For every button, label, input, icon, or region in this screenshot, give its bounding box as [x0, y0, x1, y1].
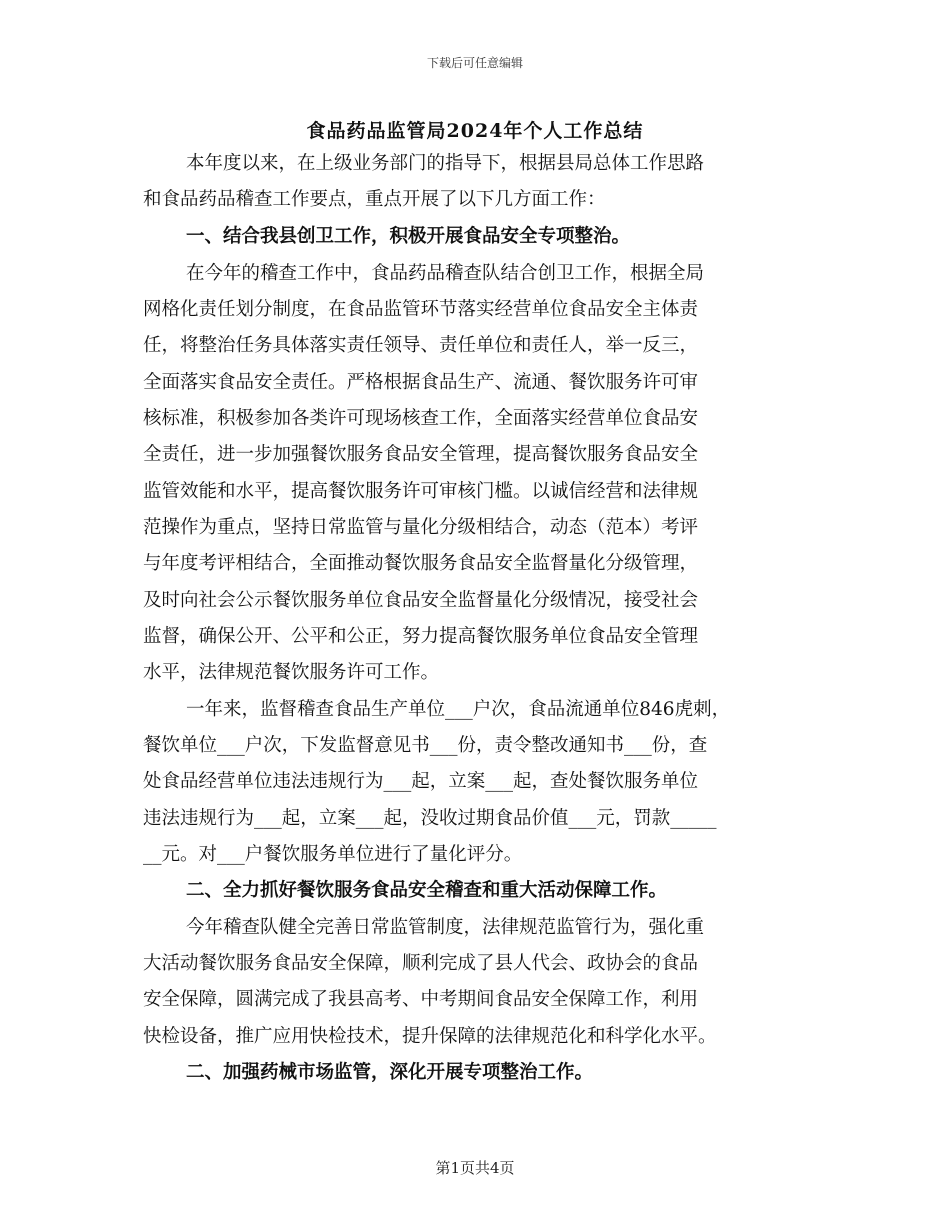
section-heading: 二、全力抓好餐饮服务食品安全稽查和重大活动保障工作。: [186, 880, 668, 901]
paragraph-line: 餐饮单位___户次，下发监督意见书___份，责令整改通知书___份，查: [143, 735, 708, 756]
paragraph-line: 全责任，进一步加强餐饮服务食品安全管理，提高餐饮服务食品安全: [143, 444, 699, 465]
paragraph-line: 监督，确保公开、公平和公正，努力提高餐饮服务单位食品安全管理: [143, 626, 699, 647]
paragraph-line: 范操作为重点，坚持日常监管与量化分级相结合，动态（范本）考评: [143, 517, 699, 538]
paragraph-line: 任，将整治任务具体落实责任领导、责任单位和责任人，举一反三，: [143, 335, 699, 356]
page-number-footer: 第1页共4页: [435, 1159, 515, 1177]
paragraph-line: 大活动餐饮服务食品安全保障，顺利完成了县人代会、政协会的食品: [143, 953, 699, 974]
section-heading: 一、结合我县创卫工作，积极开展食品安全专项整治。: [186, 226, 631, 247]
paragraph-line: 处食品经营单位违法违规行为___起，立案___起，查处餐饮服务单位: [143, 771, 699, 792]
paragraph-line: 违法违规行为___起，立案___起，没收过期食品价值___元，罚款_____: [143, 808, 717, 829]
paragraph-line: 今年稽查队健全完善日常监管制度，法律规范监管行为，强化重: [186, 917, 705, 938]
paragraph-line: 与年度考评相结合，全面推动餐饮服务食品安全监督量化分级管理，: [143, 553, 699, 574]
paragraph-line: 核标准，积极参加各类许可现场核查工作，全面落实经营单位食品安: [143, 408, 699, 429]
paragraph-line: 快检设备，推广应用快检技术，提升保障的法律规范化和科学化水平。: [143, 1026, 717, 1047]
paragraph-line: 水平，法律规范餐饮服务许可工作。: [143, 662, 440, 683]
paragraph-line: __元。对___户餐饮服务单位进行了量化评分。: [143, 844, 523, 865]
paragraph-line: 网格化责任划分制度，在食品监管环节落实经营单位食品安全主体责: [143, 299, 699, 320]
document-title: 食品药品监管局2024年个人工作总结: [306, 120, 644, 142]
section-heading: 二、加强药械市场监管，深化开展专项整治工作。: [186, 1062, 594, 1083]
paragraph-line: 和食品药品稽查工作要点，重点开展了以下几方面工作：: [143, 189, 606, 210]
paragraph-line: 及时向社会公示餐饮服务单位食品安全监督量化分级情况，接受社会: [143, 590, 699, 611]
paragraph-line: 全面落实食品安全责任。严格根据食品生产、流通、餐饮服务许可审: [143, 372, 699, 393]
paragraph-line: 一年来，监督稽查食品生产单位___户次，食品流通单位846虎刺，: [186, 699, 731, 720]
paragraph-line: 监管效能和水平，提高餐饮服务许可审核门槛。以诚信经营和法律规: [143, 481, 699, 502]
header-note: 下载后可任意编辑: [426, 56, 523, 70]
paragraph-line: 在今年的稽查工作中，食品药品稽查队结合创卫工作，根据全局: [186, 263, 705, 284]
paragraph-line: 本年度以来，在上级业务部门的指导下，根据县局总体工作思路: [186, 153, 705, 174]
paragraph-line: 安全保障，圆满完成了我县高考、中考期间食品安全保障工作，利用: [143, 989, 699, 1010]
